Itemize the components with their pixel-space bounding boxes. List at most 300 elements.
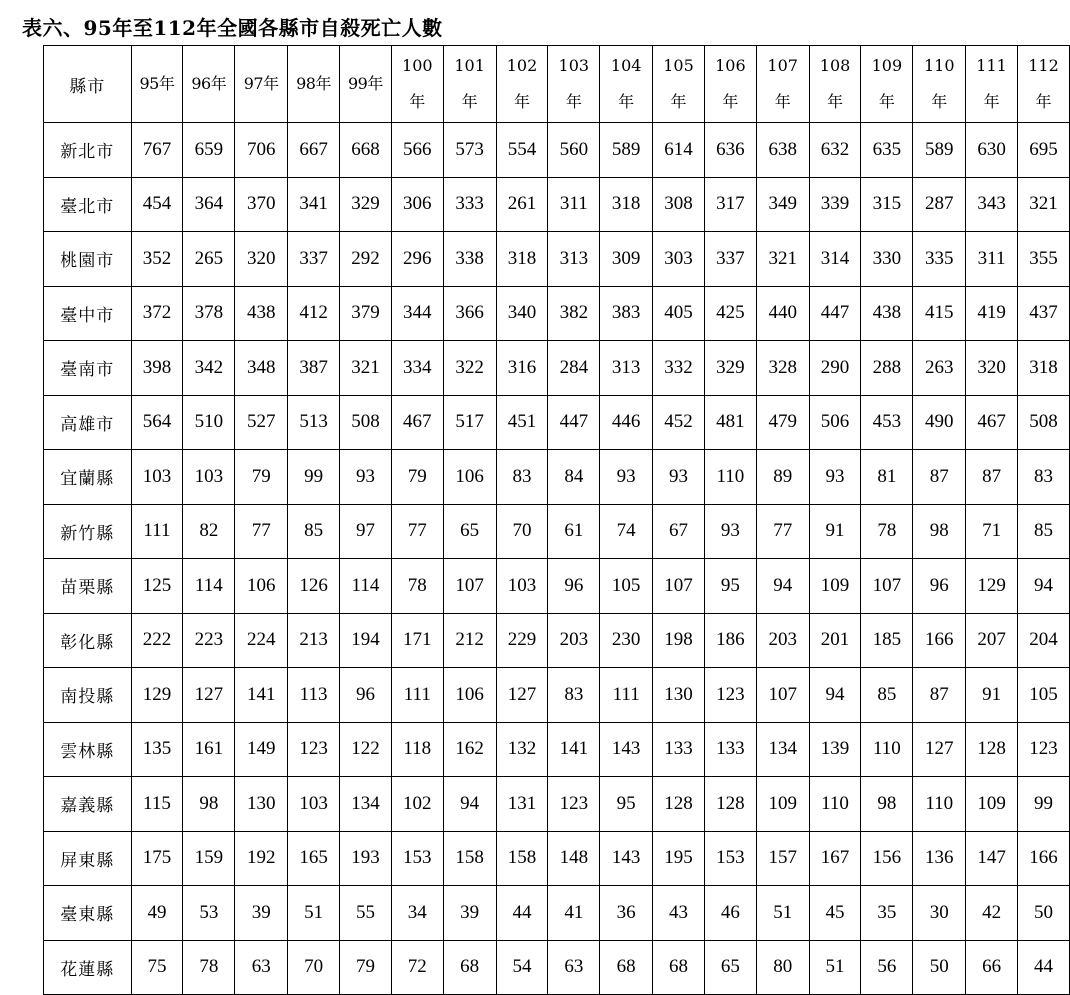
header-year-suffix: 年 bbox=[565, 92, 582, 111]
death-count-cell: 93 bbox=[653, 450, 705, 505]
death-count-cell: 83 bbox=[1018, 450, 1070, 505]
header-year-number: 112 bbox=[1028, 56, 1059, 75]
death-count-cell: 71 bbox=[966, 504, 1018, 559]
header-year-suffix: 年 bbox=[827, 92, 844, 111]
table-row bbox=[44, 668, 1070, 723]
death-count-cell: 315 bbox=[861, 177, 913, 232]
death-count-cell: 30 bbox=[913, 886, 966, 941]
death-count-cell: 303 bbox=[653, 232, 705, 287]
death-count-cell: 313 bbox=[600, 341, 653, 396]
header-year-number: 98 bbox=[296, 74, 316, 93]
death-count-cell: 340 bbox=[496, 286, 548, 341]
death-count-cell: 87 bbox=[913, 450, 966, 505]
death-count-cell: 84 bbox=[548, 450, 600, 505]
death-count-cell: 53 bbox=[183, 886, 235, 941]
header-year-number: 102 bbox=[506, 56, 538, 75]
death-count-cell: 153 bbox=[391, 831, 443, 886]
death-count-cell: 66 bbox=[966, 940, 1018, 995]
header-year-suffix: 年 bbox=[774, 92, 791, 111]
death-count-cell: 133 bbox=[653, 722, 705, 777]
death-count-cell: 415 bbox=[913, 286, 966, 341]
death-count-cell: 398 bbox=[131, 341, 183, 396]
death-count-cell: 110 bbox=[913, 777, 966, 832]
death-count-cell: 143 bbox=[600, 722, 653, 777]
death-count-cell: 103 bbox=[288, 777, 340, 832]
header-year-suffix: 年 bbox=[722, 92, 739, 111]
death-count-cell: 296 bbox=[391, 232, 443, 287]
death-count-cell: 41 bbox=[548, 886, 600, 941]
header-year-suffix: 年 bbox=[158, 74, 175, 93]
death-count-cell: 109 bbox=[966, 777, 1018, 832]
death-count-cell: 306 bbox=[391, 177, 443, 232]
death-count-cell: 318 bbox=[1018, 341, 1070, 396]
death-count-cell: 635 bbox=[861, 123, 913, 178]
death-count-cell: 113 bbox=[288, 668, 340, 723]
death-count-cell: 148 bbox=[548, 831, 600, 886]
header-year bbox=[966, 46, 1018, 123]
death-count-cell: 93 bbox=[340, 450, 392, 505]
death-count-cell: 378 bbox=[183, 286, 235, 341]
death-count-cell: 96 bbox=[913, 559, 966, 614]
header-year-number: 96 bbox=[191, 74, 211, 93]
death-count-cell: 287 bbox=[913, 177, 966, 232]
header-year bbox=[496, 46, 548, 123]
header-year bbox=[391, 46, 443, 123]
county-cell: 屏東縣 bbox=[44, 831, 132, 886]
header-year-suffix: 年 bbox=[367, 74, 383, 93]
death-count-cell: 636 bbox=[704, 123, 756, 178]
death-count-cell: 438 bbox=[861, 286, 913, 341]
death-count-cell: 564 bbox=[131, 395, 183, 450]
death-count-cell: 207 bbox=[966, 613, 1018, 668]
death-count-cell: 44 bbox=[1018, 940, 1070, 995]
header-year bbox=[183, 46, 235, 123]
death-count-cell: 96 bbox=[340, 668, 392, 723]
header-year-suffix: 年 bbox=[618, 92, 635, 111]
header-year-number: 105 bbox=[663, 56, 694, 75]
death-count-cell: 334 bbox=[391, 341, 443, 396]
death-count-cell: 114 bbox=[183, 559, 235, 614]
death-count-cell: 638 bbox=[756, 123, 809, 178]
table-row bbox=[44, 123, 1070, 178]
death-count-cell: 131 bbox=[496, 777, 548, 832]
table-row bbox=[44, 613, 1070, 668]
death-count-cell: 335 bbox=[913, 232, 966, 287]
death-count-cell: 54 bbox=[496, 940, 548, 995]
death-count-cell: 425 bbox=[704, 286, 756, 341]
death-count-cell: 110 bbox=[704, 450, 756, 505]
header-year-number: 107 bbox=[767, 56, 798, 75]
death-count-cell: 156 bbox=[861, 831, 913, 886]
death-count-cell: 110 bbox=[809, 777, 861, 832]
death-count-cell: 372 bbox=[131, 286, 183, 341]
death-count-cell: 284 bbox=[548, 341, 600, 396]
header-county: 縣市 bbox=[44, 46, 132, 123]
death-count-cell: 134 bbox=[340, 777, 392, 832]
header-year-number: 111 bbox=[976, 56, 1007, 75]
death-count-cell: 193 bbox=[340, 831, 392, 886]
header-year-suffix: 年 bbox=[263, 74, 279, 93]
death-count-cell: 115 bbox=[131, 777, 183, 832]
death-count-cell: 75 bbox=[131, 940, 183, 995]
header-year-suffix: 年 bbox=[670, 92, 687, 111]
death-count-cell: 68 bbox=[653, 940, 705, 995]
death-count-cell: 451 bbox=[496, 395, 548, 450]
death-count-cell: 194 bbox=[340, 613, 392, 668]
table-row bbox=[44, 341, 1070, 396]
death-count-cell: 213 bbox=[288, 613, 340, 668]
death-count-cell: 147 bbox=[966, 831, 1018, 886]
death-count-cell: 91 bbox=[966, 668, 1018, 723]
death-count-cell: 695 bbox=[1018, 123, 1070, 178]
header-year-suffix: 年 bbox=[1035, 92, 1052, 111]
death-count-cell: 106 bbox=[235, 559, 288, 614]
death-count-cell: 42 bbox=[966, 886, 1018, 941]
death-count-cell: 51 bbox=[756, 886, 809, 941]
death-count-cell: 330 bbox=[861, 232, 913, 287]
death-count-cell: 123 bbox=[704, 668, 756, 723]
death-count-cell: 80 bbox=[756, 940, 809, 995]
header-year bbox=[756, 46, 809, 123]
death-count-cell: 110 bbox=[861, 722, 913, 777]
death-count-cell: 321 bbox=[756, 232, 809, 287]
table-row bbox=[44, 940, 1070, 995]
death-count-cell: 318 bbox=[496, 232, 548, 287]
death-count-cell: 139 bbox=[809, 722, 861, 777]
death-count-cell: 706 bbox=[235, 123, 288, 178]
death-count-cell: 132 bbox=[496, 722, 548, 777]
death-count-cell: 186 bbox=[704, 613, 756, 668]
death-count-cell: 109 bbox=[809, 559, 861, 614]
header-year-suffix: 年 bbox=[315, 74, 331, 93]
table-row bbox=[44, 831, 1070, 886]
death-count-cell: 632 bbox=[809, 123, 861, 178]
death-count-cell: 339 bbox=[809, 177, 861, 232]
table-row bbox=[44, 177, 1070, 232]
header-year bbox=[131, 46, 183, 123]
death-count-cell: 767 bbox=[131, 123, 183, 178]
death-count-cell: 114 bbox=[340, 559, 392, 614]
table-row bbox=[44, 395, 1070, 450]
death-count-cell: 316 bbox=[496, 341, 548, 396]
death-count-cell: 508 bbox=[340, 395, 392, 450]
death-count-cell: 344 bbox=[391, 286, 443, 341]
death-count-cell: 46 bbox=[704, 886, 756, 941]
county-cell: 臺北市 bbox=[44, 177, 132, 232]
death-count-cell: 96 bbox=[548, 559, 600, 614]
table-row bbox=[44, 777, 1070, 832]
death-count-cell: 98 bbox=[913, 504, 966, 559]
table-row bbox=[44, 722, 1070, 777]
death-count-cell: 453 bbox=[861, 395, 913, 450]
death-count-cell: 102 bbox=[391, 777, 443, 832]
death-count-cell: 382 bbox=[548, 286, 600, 341]
death-count-cell: 135 bbox=[131, 722, 183, 777]
header-year bbox=[600, 46, 653, 123]
death-count-cell: 122 bbox=[340, 722, 392, 777]
death-count-cell: 123 bbox=[548, 777, 600, 832]
death-count-cell: 127 bbox=[913, 722, 966, 777]
death-count-cell: 321 bbox=[340, 341, 392, 396]
death-count-cell: 223 bbox=[183, 613, 235, 668]
county-cell: 苗栗縣 bbox=[44, 559, 132, 614]
death-count-cell: 224 bbox=[235, 613, 288, 668]
death-count-cell: 123 bbox=[1018, 722, 1070, 777]
death-count-cell: 93 bbox=[704, 504, 756, 559]
table-row bbox=[44, 504, 1070, 559]
county-cell: 新北市 bbox=[44, 123, 132, 178]
death-count-cell: 51 bbox=[809, 940, 861, 995]
death-count-cell: 366 bbox=[443, 286, 496, 341]
death-count-cell: 309 bbox=[600, 232, 653, 287]
death-count-cell: 67 bbox=[653, 504, 705, 559]
death-count-cell: 109 bbox=[756, 777, 809, 832]
death-count-cell: 153 bbox=[704, 831, 756, 886]
death-count-cell: 573 bbox=[443, 123, 496, 178]
death-count-cell: 329 bbox=[340, 177, 392, 232]
death-count-cell: 99 bbox=[288, 450, 340, 505]
death-count-cell: 352 bbox=[131, 232, 183, 287]
death-count-cell: 517 bbox=[443, 395, 496, 450]
death-count-cell: 329 bbox=[704, 341, 756, 396]
death-count-cell: 566 bbox=[391, 123, 443, 178]
death-count-cell: 61 bbox=[548, 504, 600, 559]
death-count-cell: 78 bbox=[861, 504, 913, 559]
death-count-cell: 77 bbox=[391, 504, 443, 559]
death-count-cell: 77 bbox=[235, 504, 288, 559]
death-count-cell: 308 bbox=[653, 177, 705, 232]
death-count-cell: 97 bbox=[340, 504, 392, 559]
death-count-cell: 127 bbox=[183, 668, 235, 723]
death-count-cell: 89 bbox=[756, 450, 809, 505]
death-count-cell: 171 bbox=[391, 613, 443, 668]
header-year-suffix: 年 bbox=[409, 92, 426, 111]
death-count-cell: 55 bbox=[340, 886, 392, 941]
death-count-cell: 143 bbox=[600, 831, 653, 886]
suicide-deaths-table bbox=[43, 45, 1070, 995]
death-count-cell: 192 bbox=[235, 831, 288, 886]
death-count-cell: 454 bbox=[131, 177, 183, 232]
death-count-cell: 364 bbox=[183, 177, 235, 232]
county-cell: 高雄市 bbox=[44, 395, 132, 450]
death-count-cell: 50 bbox=[913, 940, 966, 995]
death-count-cell: 127 bbox=[496, 668, 548, 723]
death-count-cell: 412 bbox=[288, 286, 340, 341]
death-count-cell: 348 bbox=[235, 341, 288, 396]
death-count-cell: 45 bbox=[809, 886, 861, 941]
death-count-cell: 85 bbox=[861, 668, 913, 723]
death-count-cell: 99 bbox=[1018, 777, 1070, 832]
county-cell: 彰化縣 bbox=[44, 613, 132, 668]
death-count-cell: 332 bbox=[653, 341, 705, 396]
header-year-suffix: 年 bbox=[461, 92, 478, 111]
death-count-cell: 43 bbox=[653, 886, 705, 941]
death-count-cell: 87 bbox=[913, 668, 966, 723]
death-count-cell: 379 bbox=[340, 286, 392, 341]
death-count-cell: 175 bbox=[131, 831, 183, 886]
death-count-cell: 103 bbox=[183, 450, 235, 505]
county-cell: 新竹縣 bbox=[44, 504, 132, 559]
death-count-cell: 165 bbox=[288, 831, 340, 886]
death-count-cell: 49 bbox=[131, 886, 183, 941]
county-cell: 雲林縣 bbox=[44, 722, 132, 777]
header-year bbox=[809, 46, 861, 123]
county-cell: 桃園市 bbox=[44, 232, 132, 287]
death-count-cell: 222 bbox=[131, 613, 183, 668]
death-count-cell: 338 bbox=[443, 232, 496, 287]
death-count-cell: 560 bbox=[548, 123, 600, 178]
death-count-cell: 79 bbox=[391, 450, 443, 505]
death-count-cell: 265 bbox=[183, 232, 235, 287]
death-count-cell: 614 bbox=[653, 123, 705, 178]
death-count-cell: 159 bbox=[183, 831, 235, 886]
header-year bbox=[861, 46, 913, 123]
death-count-cell: 341 bbox=[288, 177, 340, 232]
header-year-number: 104 bbox=[610, 56, 642, 75]
death-count-cell: 111 bbox=[600, 668, 653, 723]
death-count-cell: 105 bbox=[1018, 668, 1070, 723]
death-count-cell: 320 bbox=[235, 232, 288, 287]
death-count-cell: 128 bbox=[966, 722, 1018, 777]
death-count-cell: 328 bbox=[756, 341, 809, 396]
death-count-cell: 290 bbox=[809, 341, 861, 396]
death-count-cell: 93 bbox=[809, 450, 861, 505]
header-year bbox=[548, 46, 600, 123]
death-count-cell: 311 bbox=[548, 177, 600, 232]
death-count-cell: 128 bbox=[653, 777, 705, 832]
table-row bbox=[44, 886, 1070, 941]
table-row bbox=[44, 559, 1070, 614]
table-body bbox=[44, 123, 1070, 995]
death-count-cell: 230 bbox=[600, 613, 653, 668]
death-count-cell: 103 bbox=[496, 559, 548, 614]
header-year-number: 97 bbox=[243, 74, 264, 93]
death-count-cell: 157 bbox=[756, 831, 809, 886]
death-count-cell: 111 bbox=[131, 504, 183, 559]
death-count-cell: 506 bbox=[809, 395, 861, 450]
death-count-cell: 79 bbox=[235, 450, 288, 505]
death-count-cell: 158 bbox=[443, 831, 496, 886]
death-count-cell: 589 bbox=[600, 123, 653, 178]
header-year-number: 110 bbox=[923, 56, 955, 75]
death-count-cell: 166 bbox=[1018, 831, 1070, 886]
death-count-cell: 405 bbox=[653, 286, 705, 341]
death-count-cell: 36 bbox=[600, 886, 653, 941]
header-year-number: 95 bbox=[139, 74, 159, 93]
death-count-cell: 105 bbox=[600, 559, 653, 614]
death-count-cell: 39 bbox=[235, 886, 288, 941]
death-count-cell: 91 bbox=[809, 504, 861, 559]
county-cell: 宜蘭縣 bbox=[44, 450, 132, 505]
death-count-cell: 63 bbox=[548, 940, 600, 995]
death-count-cell: 78 bbox=[391, 559, 443, 614]
death-count-cell: 203 bbox=[756, 613, 809, 668]
death-count-cell: 74 bbox=[600, 504, 653, 559]
death-count-cell: 508 bbox=[1018, 395, 1070, 450]
death-count-cell: 94 bbox=[756, 559, 809, 614]
death-count-cell: 313 bbox=[548, 232, 600, 287]
death-count-cell: 94 bbox=[809, 668, 861, 723]
death-count-cell: 479 bbox=[756, 395, 809, 450]
death-count-cell: 63 bbox=[235, 940, 288, 995]
table-header-row bbox=[44, 46, 1070, 123]
death-count-cell: 527 bbox=[235, 395, 288, 450]
death-count-cell: 95 bbox=[600, 777, 653, 832]
header-year-number: 106 bbox=[715, 56, 746, 75]
death-count-cell: 490 bbox=[913, 395, 966, 450]
death-count-cell: 149 bbox=[235, 722, 288, 777]
death-count-cell: 83 bbox=[548, 668, 600, 723]
death-count-cell: 136 bbox=[913, 831, 966, 886]
death-count-cell: 107 bbox=[653, 559, 705, 614]
death-count-cell: 125 bbox=[131, 559, 183, 614]
death-count-cell: 447 bbox=[809, 286, 861, 341]
death-count-cell: 94 bbox=[1018, 559, 1070, 614]
header-year bbox=[443, 46, 496, 123]
death-count-cell: 68 bbox=[443, 940, 496, 995]
table-row bbox=[44, 286, 1070, 341]
death-count-cell: 35 bbox=[861, 886, 913, 941]
death-count-cell: 317 bbox=[704, 177, 756, 232]
header-year-suffix: 年 bbox=[210, 74, 227, 93]
header-year bbox=[1018, 46, 1070, 123]
death-count-cell: 56 bbox=[861, 940, 913, 995]
death-count-cell: 447 bbox=[548, 395, 600, 450]
county-cell: 臺中市 bbox=[44, 286, 132, 341]
death-count-cell: 333 bbox=[443, 177, 496, 232]
header-year-number: 100 bbox=[402, 56, 433, 75]
death-count-cell: 128 bbox=[704, 777, 756, 832]
death-count-cell: 383 bbox=[600, 286, 653, 341]
death-count-cell: 185 bbox=[861, 613, 913, 668]
death-count-cell: 337 bbox=[288, 232, 340, 287]
death-count-cell: 513 bbox=[288, 395, 340, 450]
death-count-cell: 263 bbox=[913, 341, 966, 396]
header-year-number: 101 bbox=[454, 56, 485, 75]
death-count-cell: 81 bbox=[861, 450, 913, 505]
death-count-cell: 554 bbox=[496, 123, 548, 178]
death-count-cell: 111 bbox=[391, 668, 443, 723]
death-count-cell: 355 bbox=[1018, 232, 1070, 287]
death-count-cell: 452 bbox=[653, 395, 705, 450]
death-count-cell: 106 bbox=[443, 450, 496, 505]
death-count-cell: 83 bbox=[496, 450, 548, 505]
death-count-cell: 668 bbox=[340, 123, 392, 178]
death-count-cell: 337 bbox=[704, 232, 756, 287]
death-count-cell: 95 bbox=[704, 559, 756, 614]
death-count-cell: 34 bbox=[391, 886, 443, 941]
death-count-cell: 107 bbox=[756, 668, 809, 723]
death-count-cell: 201 bbox=[809, 613, 861, 668]
header-year bbox=[913, 46, 966, 123]
header-year-number: 109 bbox=[871, 56, 903, 75]
death-count-cell: 78 bbox=[183, 940, 235, 995]
county-cell: 臺南市 bbox=[44, 341, 132, 396]
death-count-cell: 166 bbox=[913, 613, 966, 668]
death-count-cell: 107 bbox=[861, 559, 913, 614]
death-count-cell: 467 bbox=[966, 395, 1018, 450]
death-count-cell: 107 bbox=[443, 559, 496, 614]
death-count-cell: 141 bbox=[235, 668, 288, 723]
death-count-cell: 320 bbox=[966, 341, 1018, 396]
death-count-cell: 229 bbox=[496, 613, 548, 668]
death-count-cell: 94 bbox=[443, 777, 496, 832]
death-count-cell: 212 bbox=[443, 613, 496, 668]
death-count-cell: 198 bbox=[653, 613, 705, 668]
death-count-cell: 167 bbox=[809, 831, 861, 886]
death-count-cell: 387 bbox=[288, 341, 340, 396]
death-count-cell: 481 bbox=[704, 395, 756, 450]
